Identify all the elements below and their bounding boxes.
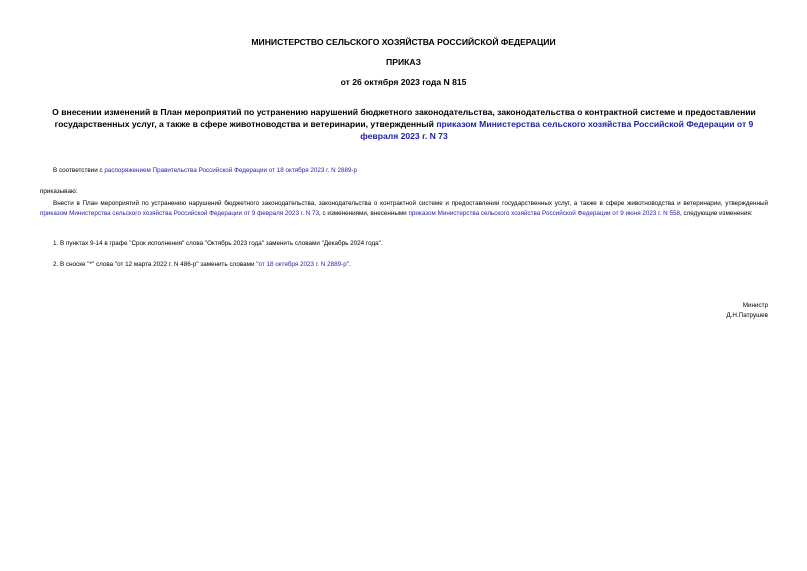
ministry-name: МИНИСТЕРСТВО СЕЛЬСКОГО ХОЗЯЙСТВА РОССИЙСКОЙ ФЕДЕРАЦИИ [251, 37, 556, 47]
document-date: от 26 октября 2023 года N 815 [340, 77, 467, 87]
document-title [36, 106, 772, 142]
basis-prefix: В соответствии с [53, 167, 105, 174]
intro-text-3: , следующие изменения: [679, 210, 753, 217]
order-73-link[interactable]: приказом Министерства сельского хозяйства Российской Федерации от 9 февраля 2023 г. N 73 [40, 210, 320, 217]
title-order-link[interactable]: приказом Министерства сельского хозяйства Российской Федерации от 9 февраля 2023 г. N 73 [360, 119, 754, 141]
signatory-position: Министр [742, 302, 768, 309]
basis-paragraph [40, 166, 768, 176]
order-word: приказываю: [40, 188, 78, 195]
intro-text-1: Внести в План мероприятий по устранению нарушений бюджетного законодательства, законодательства о контрактной системе и предоставлении государственных услуг, а также в сфере животноводства и ветеринарии, утвержденный [53, 200, 768, 207]
change-item-2 [40, 260, 768, 270]
item2-suffix: ". [346, 261, 351, 268]
intro-text-2: , с изменениями, внесенными [319, 210, 409, 217]
order-558-link[interactable]: приказом Министерства сельского хозяйства Российской Федерации от 9 июня 2023 г. N 558 [408, 210, 680, 217]
title-text: О внесении изменений в План мероприятий по устранению нарушений бюджетного законодательства, законодательства о контрактной системе и предоставлении государственных услуг, а также в сфере животноводства и ветеринарии, утвержденный [52, 107, 756, 129]
signatory-name: Д.Н.Патрушев [726, 312, 768, 319]
government-decree-link[interactable]: распоряжением Правительства Российской Федерации от 18 октября 2023 г. N 2889-р [104, 167, 358, 174]
change-item-1: 1. В пунктах 9-14 в графе "Срок исполнения" слова "Октябрь 2023 года" заменить словами "Декабрь 2024 года". [53, 240, 383, 247]
intro-paragraph [40, 199, 768, 219]
item2-decree-link[interactable]: от 18 октября 2023 г. N 2889-р [258, 261, 347, 268]
document-type: ПРИКАЗ [386, 57, 421, 67]
item2-prefix: 2. В сноске "*" слова "от 12 марта 2022 г. N 486-р" заменить словами " [53, 261, 259, 268]
